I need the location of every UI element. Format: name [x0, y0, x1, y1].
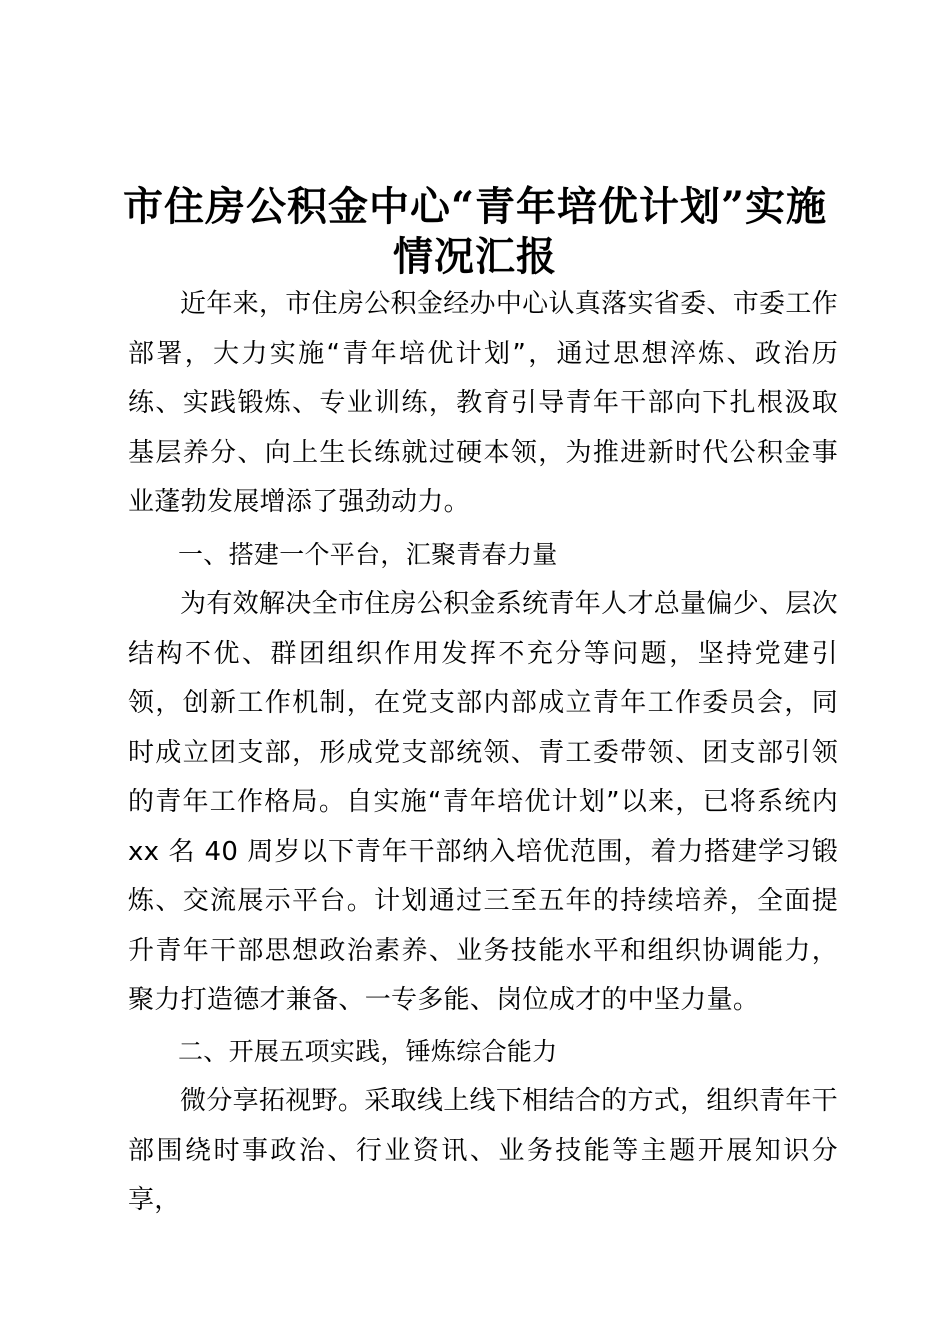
intro-paragraph: 近年来，市住房公积金经办中心认真落实省委、市委工作部署，大力实施“青年培优计划”，通过思想淬炼、政治历练、实践锻炼、专业训练，教育引导青年干部向下扎根汲取基层养分、向上生长练就过硬本领，为推进新时代公积金事业蓬勃发展增添了强劲动力。: [128, 289, 838, 517]
section-2-heading: 二、开展五项实践，锤炼综合能力: [178, 1037, 558, 1066]
document-title: 市住房公积金中心“青年培优计划”实施情况汇报: [122, 183, 827, 280]
section-1-paragraph: 为有效解决全市住房公积金系统青年人才总量偏少、层次结构不优、群团组织作用发挥不充分等问题，坚持党建引领，创新工作机制，在党支部内部成立青年工作委员会，同时成立团支部，形成党支部统领、青工委带领、团支部引领的青年工作格局。自实施“青年培优计划”以来，已将系统内 xx 名 40 周岁以下青年干部纳入培优范围，着力搭建学习锻炼、交流展示平台。计划通过三至五年的持续培养，全面提升青年干部思想政治素养、业务技能水平和组织协调能力，聚力打造德才兼备、一专多能、岗位成才的中坚力量。: [128, 589, 838, 1015]
section-2-paragraph: 微分享拓视野。采取线上线下相结合的方式，组织青年干部围绕时事政治、行业资讯、业务技能等主题开展知识分享，: [128, 1086, 838, 1215]
section-1-heading: 一、搭建一个平台，汇聚青春力量: [178, 540, 558, 569]
